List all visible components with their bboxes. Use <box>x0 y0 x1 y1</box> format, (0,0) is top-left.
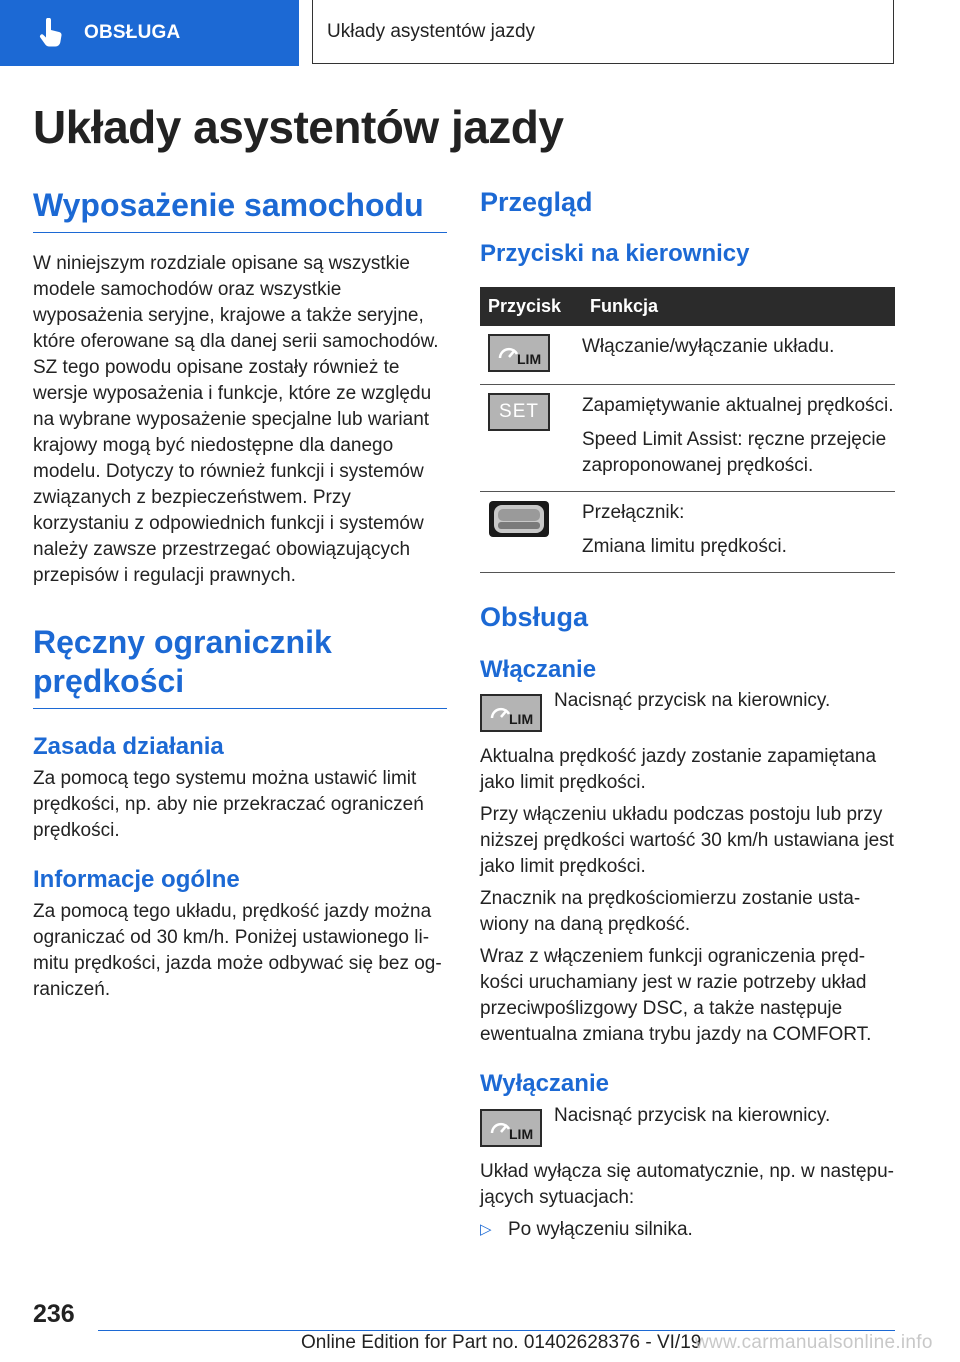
pointing-hand-icon <box>38 18 64 48</box>
heading-overview: Przegląd <box>480 187 593 217</box>
paragraph-off-1: Układ wyłącza się automatycznie, np. w następujących sytuacjach: <box>480 1161 894 1209</box>
table-row <box>480 385 895 492</box>
table-row <box>480 326 895 385</box>
function-text: Włączanie/wyłączanie układu. <box>582 336 835 358</box>
heading-switch-on: Włączanie <box>480 655 597 683</box>
press-instruction-off <box>480 1103 895 1147</box>
bullet-text: Po wyłączeniu silnika. <box>508 1219 693 1241</box>
press-text: Nacisnąć przycisk na kierownicy. <box>554 690 831 712</box>
triangle-bullet-icon: ▷ <box>480 1221 492 1239</box>
paragraph-general-info: Za pomocą tego układu, prędkość jazdy można ograniczać od 30 km/h. Poniżej ustawionego limitu prędkości, jazda może odbywać się bez ograniczeń. <box>33 900 442 1000</box>
paragraph-on-1: Aktualna prędkość jazdy zostanie zapamiętana jako limit prędkości. <box>480 746 877 794</box>
buttons-table <box>480 287 895 573</box>
lim-button-icon <box>488 334 550 372</box>
lim-button-icon <box>480 1109 542 1147</box>
heading-steering-buttons: Przyciski na kierownicy <box>480 240 750 268</box>
table-header-function: Funkcja <box>582 287 895 326</box>
svg-text:LIM: LIM <box>509 711 534 728</box>
right-column <box>480 186 895 1243</box>
heading-principle: Zasada działania <box>33 733 224 761</box>
set-button-icon: SET <box>488 393 550 431</box>
press-instruction-on <box>480 688 895 732</box>
paragraph-principle: Za pomocą tego systemu można ustawić limit prędkości, np. aby nie przekraczać ograniczeń prędkości. <box>33 767 424 841</box>
footer-divider <box>98 1330 895 1331</box>
svg-text:LIM: LIM <box>509 1126 534 1143</box>
paragraph-on-3: Znacznik na prędkościomierzu zostanie ustawiony na daną prędkość. <box>480 888 861 936</box>
press-text: Nacisnąć przycisk na kierownicy. <box>554 1105 831 1127</box>
breadcrumb: Układy asystentów jazdy <box>312 0 894 64</box>
heading-equipment: Wyposażenie samochodu <box>33 186 447 233</box>
table-row <box>480 492 895 573</box>
heading-general-info: Informacje ogólne <box>33 865 240 893</box>
list-item <box>480 1217 895 1243</box>
footer-edition: Online Edition for Part no. 01402628376 - VI/19 <box>301 1332 702 1353</box>
rocker-switch-icon <box>488 500 550 538</box>
function-text: Zapamiętywanie aktualnej prędkości. <box>582 395 894 417</box>
page-title: Układy asystentów jazdy <box>33 101 564 153</box>
section-tab <box>0 0 299 66</box>
svg-text:LIM: LIM <box>517 351 542 368</box>
heading-speed-limiter: Ręczny ogranicznik prędkości <box>33 623 447 709</box>
paragraph-on-2: Przy włączeniu układu podczas postoju lub przy niższej prędkości wartość 30 km/h ustawiana jest jako limit prędkości. <box>480 804 894 878</box>
page-number: 236 <box>33 1300 75 1328</box>
watermark: www.carmanualsonline.info <box>695 1332 933 1353</box>
paragraph-equipment: W niniejszym rozdziale opisane są wszystkie modele samochodów oraz wszystkie wyposażenia seryjne, krajowe a także seryjne, które oferowane są dla danej serii samochodów. SZ tego powodu opisane zostały również te wersje wyposażenia i funkcje, które ze względu na wybrane wyposażenie specjalne lub wariant krajowy mogą być niedostępne dla danego modelu. Dotyczy to również funkcji i systemów związanych z bezpieczeństwem. Przy korzystaniu z odpowiednich funkcji i systemów należy zawsze przestrzegać obowiązujących przepisów i regulacji prawnych. <box>33 253 439 587</box>
lim-button-icon <box>480 694 542 732</box>
paragraph-on-4: Wraz z włączeniem funkcji ograniczenia prędkości uruchamiany jest w razie potrzeby układ przeciwpoślizgowy DSC, a także następuje ewentualna zmiana trybu jazdy na COMFORT. <box>480 946 872 1046</box>
table-header-button: Przycisk <box>480 287 582 326</box>
left-column <box>33 186 447 1003</box>
section-label: OBSŁUGA <box>84 22 181 43</box>
function-text: Przełącznik: <box>582 502 685 524</box>
heading-operation: Obsługa <box>480 602 589 633</box>
function-text: Speed Limit Assist: ręczne przejęcie zaproponowanej prędkości. <box>582 429 887 477</box>
heading-switch-off: Wyłączanie <box>480 1070 609 1098</box>
function-text: Zmiana limitu prędkości. <box>582 536 787 558</box>
